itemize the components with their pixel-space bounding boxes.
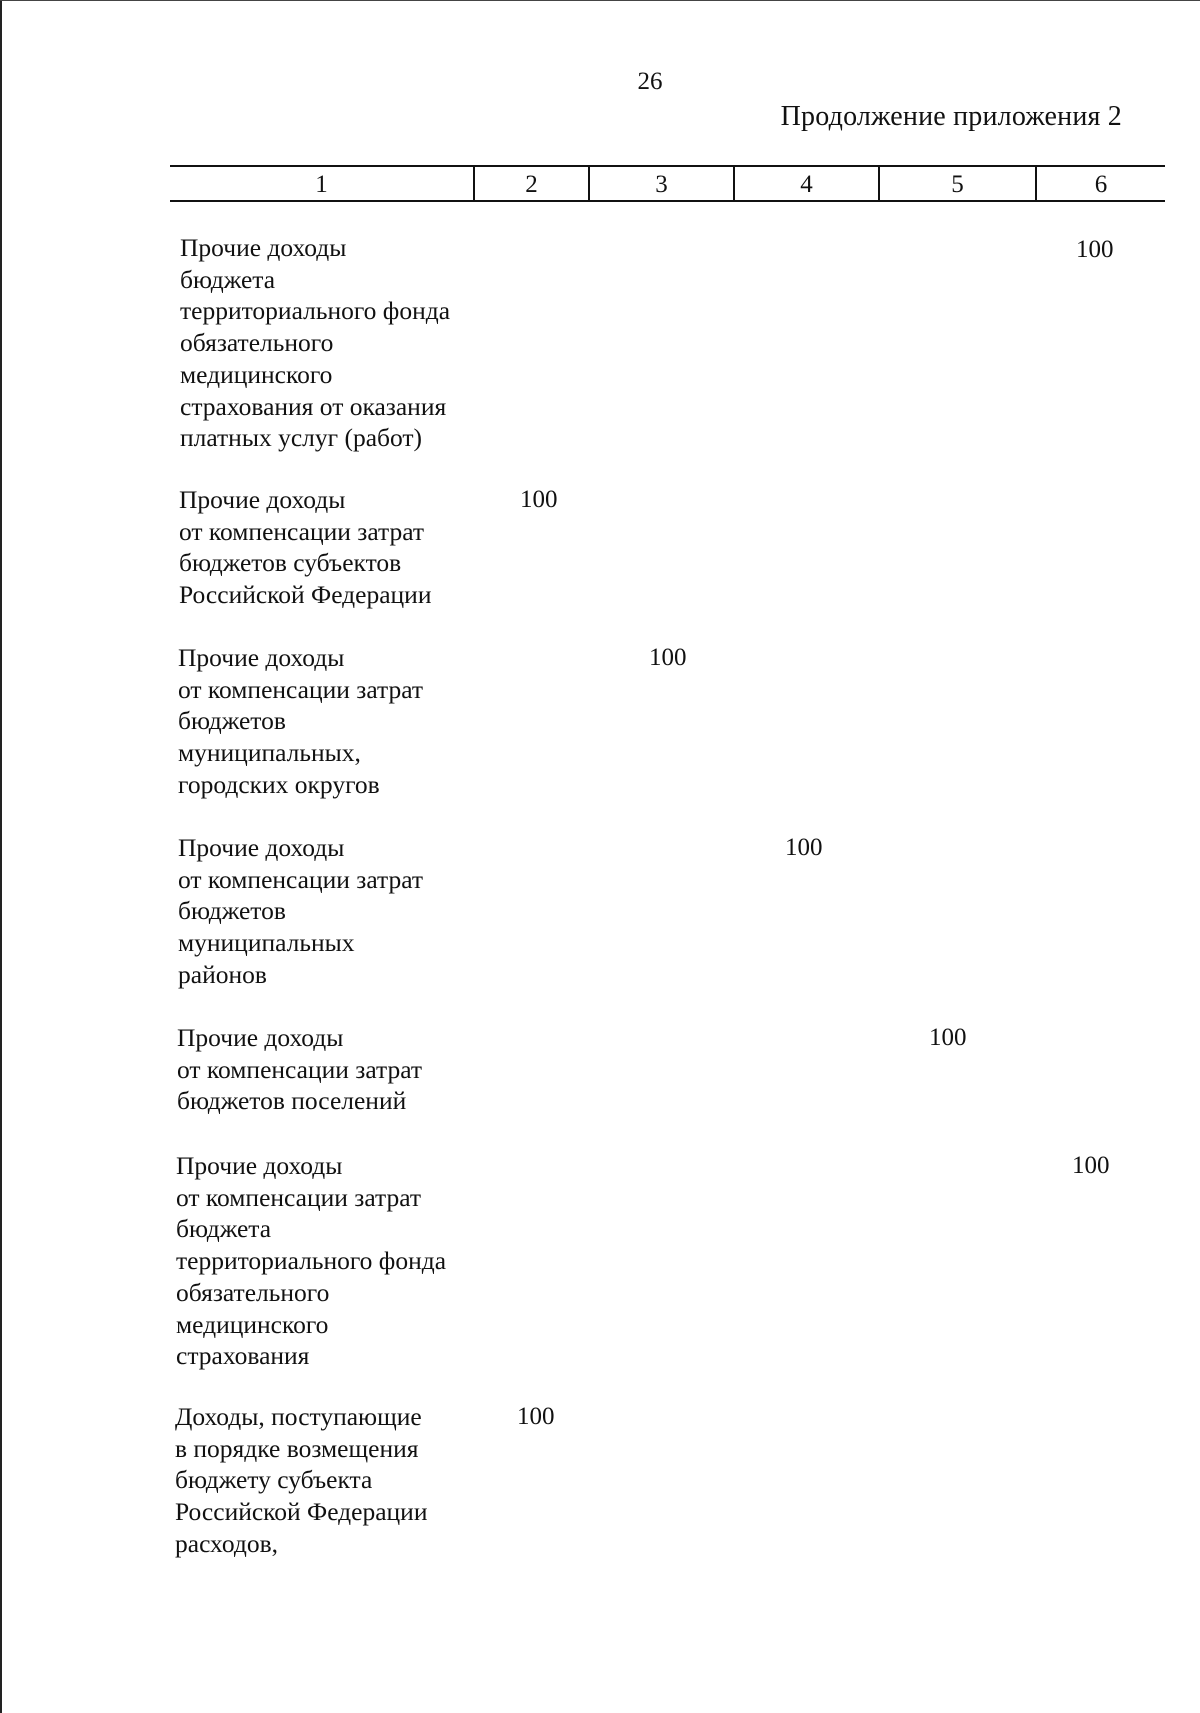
table-header-row [170, 165, 1165, 202]
row-value: 100 [1072, 1152, 1110, 1179]
row-label: Прочие доходы от компенсации затрат бюджетов муниципальных районов [178, 833, 424, 989]
column-header-4: 4 [735, 167, 880, 200]
row-label: Прочие доходы от компенсации затрат бюджетов поселений [177, 1023, 423, 1116]
row-label: Прочие доходы от компенсации затрат бюджетов субъектов Российской Федерации [179, 485, 432, 610]
row-value: 100 [929, 1024, 967, 1051]
row-label: Доходы, поступающие в порядке возмещения бюджету субъекта Российской Федерации расходов, [175, 1402, 428, 1558]
row-label: Прочие доходы бюджета территориального фонда обязательного медицинского страхования от оказания платных услуг (работ) [180, 233, 451, 453]
row-value: 100 [517, 1403, 555, 1430]
row-value: 100 [520, 486, 558, 513]
appendix-continuation-heading: Продолжение приложения 2 [780, 101, 1122, 132]
row-label: Прочие доходы от компенсации затрат бюджетов муниципальных, городских округов [178, 643, 424, 799]
scan-border-top [0, 0, 1200, 1]
column-header-1: 1 [170, 167, 475, 200]
page-number: 26 [637, 68, 663, 95]
scan-border-left [0, 0, 2, 1713]
row-value: 100 [649, 644, 687, 671]
row-label: Прочие доходы от компенсации затрат бюджета территориального фонда обязательного медицинского страхования [176, 1151, 447, 1371]
row-value: 100 [1076, 236, 1114, 263]
column-header-6: 6 [1094, 171, 1108, 198]
column-header-2: 2 [475, 167, 590, 200]
column-header-3: 3 [590, 167, 735, 200]
column-header-5: 5 [880, 167, 1037, 200]
row-value: 100 [785, 834, 823, 861]
